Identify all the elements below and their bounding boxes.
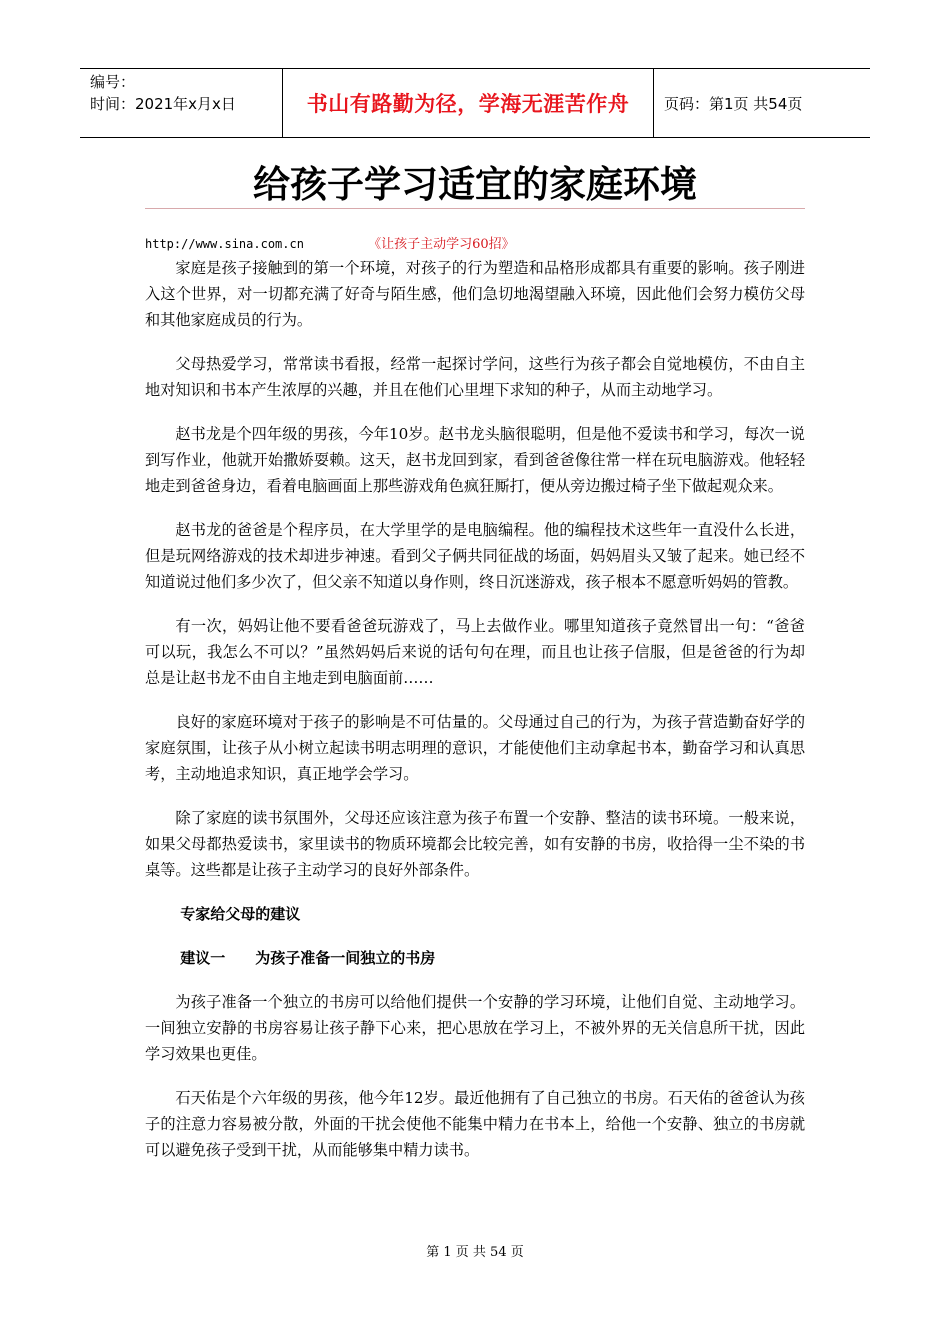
source-line xyxy=(145,234,515,255)
article-body xyxy=(145,255,805,1181)
page-header xyxy=(80,68,870,138)
page-footer: 第 1 页 共 54 页 xyxy=(426,1245,524,1260)
section-heading: 专家给父母的建议 xyxy=(180,905,301,923)
header-page-info: 页码：第1页 共54页 xyxy=(664,94,803,113)
paragraph: 良好的家庭环境对于孩子的影响是不可估量的。父母通过自己的行为，为孩子营造勤奋好学的家庭氛围，让孩子从小树立起读书明志明理的意识，才能使他们主动拿起书本，勤奋学习和认真思考，主动地追求知识，真正地学会学习。 xyxy=(145,713,805,783)
source-url[interactable]: http://www.sina.com.cn xyxy=(145,237,304,251)
header-motto: 书山有路勤为径，学海无涯苦作舟 xyxy=(306,91,630,116)
document-title: 给孩子学习适宜的家庭环境 xyxy=(253,162,697,206)
paragraph: 赵书龙的爸爸是个程序员，在大学里学的是电脑编程。他的编程技术这些年一直没什么长进，但是玩网络游戏的技术却进步神速。看到父子俩共同征战的场面，妈妈眉头又皱了起来。她已经不知道说过他们多少次了，但父亲不知道以身作则，终日沉迷游戏，孩子根本不愿意听妈妈的管教。 xyxy=(145,521,805,591)
paragraph: 为孩子准备一个独立的书房可以给他们提供一个安静的学习环境，让他们自觉、主动地学习。一间独立安静的书房容易让孩子静下心来，把心思放在学习上，不被外界的无关信息所干扰，因此学习效果也更佳。 xyxy=(145,993,805,1063)
header-meta xyxy=(80,69,282,137)
paragraph: 父母热爱学习，常常读书看报，经常一起探讨学问，这些行为孩子都会自觉地模仿，不由自主地对知识和书本产生浓厚的兴趣，并且在他们心里埋下求知的种子，从而主动地学习。 xyxy=(145,355,805,399)
paragraph: 石天佑是个六年级的男孩，他今年12岁。最近他拥有了自己独立的书房。石天佑的爸爸认为孩子的注意力容易被分散，外面的干扰会使他不能集中精力在书本上，给他一个安静、独立的书房就可以避免孩子受到干扰，从而能够集中精力读书。 xyxy=(145,1089,805,1159)
suggestion-heading: 建议一 为孩子准备一间独立的书房 xyxy=(180,949,436,967)
source-book-title: 《让孩子主动学习60招》 xyxy=(368,237,515,252)
header-motto-cell xyxy=(282,69,654,137)
paragraph: 除了家庭的读书氛围外，父母还应该注意为孩子布置一个安静、整洁的读书环境。一般来说，如果父母都热爱读书，家里读书的物质环境都会比较完善，如有安静的书房，收拾得一尘不染的书桌等。这些都是让孩子主动学习的良好外部条件。 xyxy=(145,809,805,879)
document-date-label: 时间：2021年x月x日 xyxy=(90,95,236,113)
paragraph: 有一次，妈妈让他不要看爸爸玩游戏了，马上去做作业。哪里知道孩子竟然冒出一句：“爸爸可以玩，我怎么不可以？”虽然妈妈后来说的话句句在理，而且也让孩子信服，但是爸爸的行为却总是让赵书龙不由自主地走到电脑面前…… xyxy=(145,617,805,687)
document-number-label: 编号： xyxy=(90,73,136,91)
paragraph: 家庭是孩子接触到的第一个环境，对孩子的行为塑造和品格形成都具有重要的影响。孩子刚进入这个世界，对一切都充满了好奇与陌生感，他们急切地渴望融入环境，因此他们会努力模仿父母和其他家庭成员的行为。 xyxy=(145,259,805,329)
title-divider xyxy=(145,208,805,209)
paragraph: 赵书龙是个四年级的男孩，今年10岁。赵书龙头脑很聪明，但是他不爱读书和学习，每次一说到写作业，他就开始撒娇耍赖。这天，赵书龙回到家，看到爸爸像往常一样在玩电脑游戏。他轻轻地走到爸爸身边，看着电脑画面上那些游戏角色疯狂厮打，便从旁边搬过椅子坐下做起观众来。 xyxy=(145,425,805,495)
